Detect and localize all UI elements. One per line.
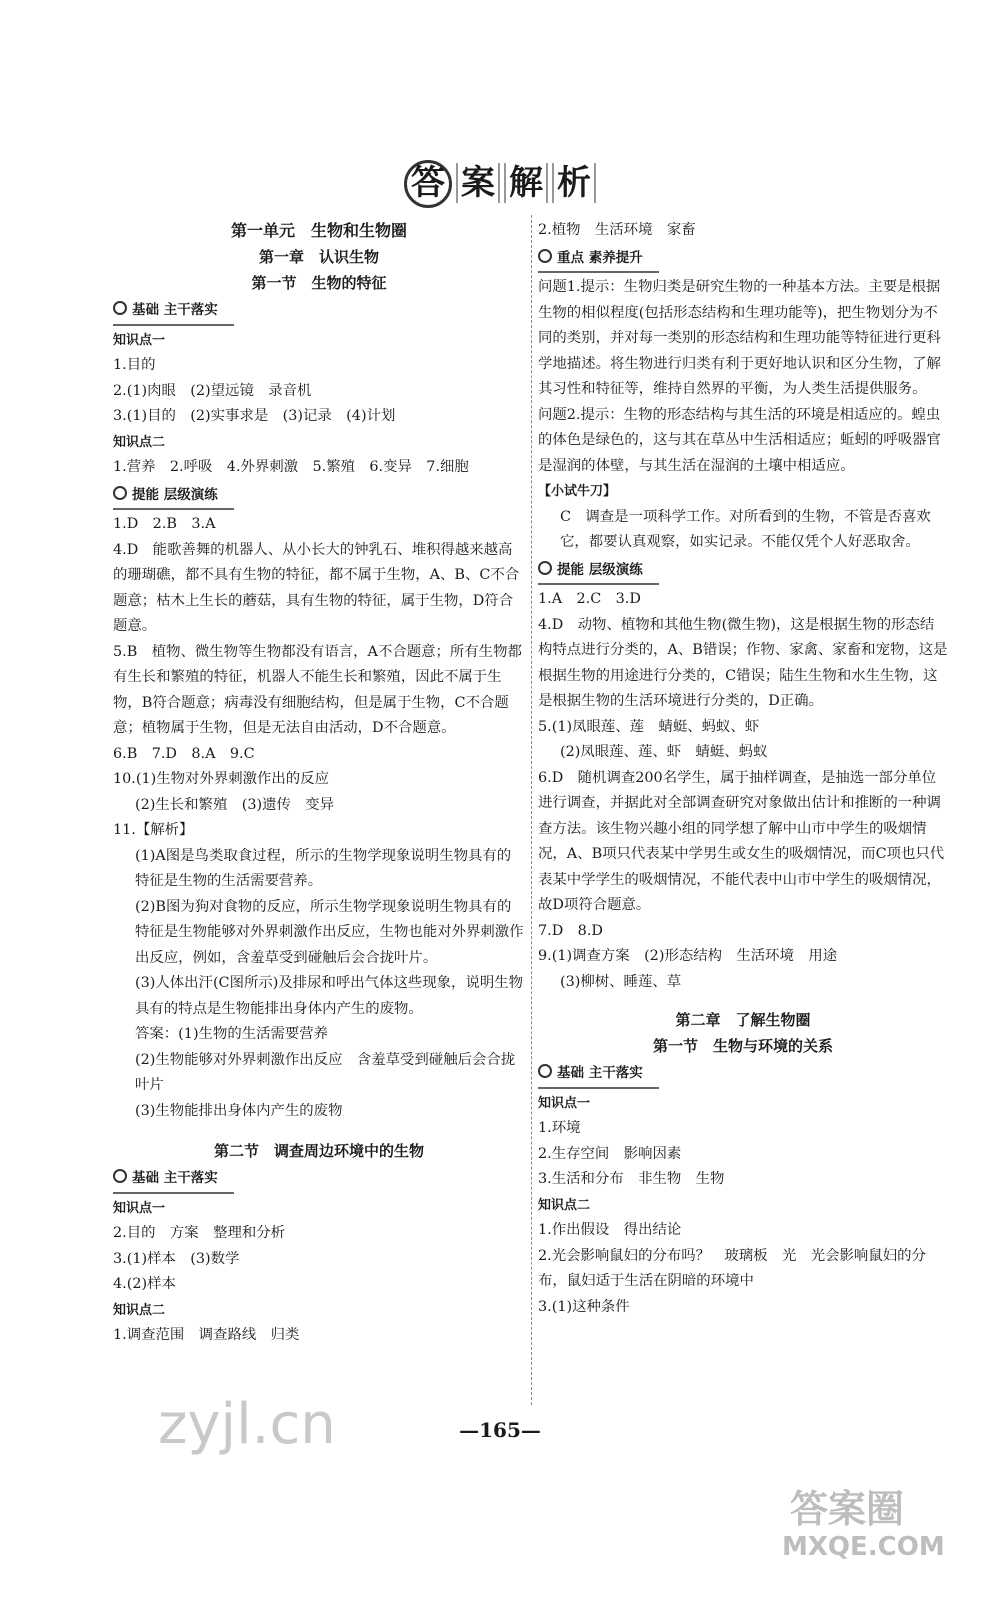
answer-line: 9.(1)调查方案 (2)形态结构 生活环境 用途 bbox=[538, 948, 838, 964]
answer-line: 1.作出假设 得出结论 bbox=[538, 1222, 682, 1238]
answer-line: 6.B 7.D 8.A 9.C bbox=[113, 745, 255, 762]
section-heading: 第一节 生物的特征 bbox=[251, 274, 387, 292]
answer-line: 1.目的 bbox=[113, 357, 156, 373]
subsection-skill bbox=[538, 558, 659, 586]
answer-line: 11.【解析】 bbox=[113, 822, 194, 838]
subsection-skill bbox=[113, 483, 234, 511]
answer-paragraph: 问题2.提示：生物的形态结构与其生活的环境是相适应的。蝗虫的体色是绿色的，这与其在草丛中生活相适应；蚯蚓的呼吸器官是湿润的体壁，与其生活在湿润的土壤中相适应。 bbox=[538, 406, 941, 474]
magnifier-icon bbox=[538, 249, 552, 263]
knowledge-point-heading: 知识点二 bbox=[113, 434, 166, 450]
magnifier-icon bbox=[538, 1064, 552, 1078]
knowledge-point-heading: 知识点一 bbox=[113, 1200, 166, 1216]
title-char: 答 bbox=[404, 160, 452, 208]
chapter-heading: 第一章 认识生物 bbox=[258, 248, 379, 266]
answer-line: 4.(2)样本 bbox=[113, 1276, 176, 1292]
watermark-url: MXQE.COM bbox=[782, 1532, 945, 1562]
answer-line: 1.D 2.B 3.A bbox=[113, 516, 216, 532]
knowledge-point-heading: 知识点一 bbox=[113, 332, 166, 348]
subsection-label: 基础 主干落实 bbox=[132, 1170, 218, 1186]
answer-paragraph: (2)B图为狗对食物的反应，所示生物学现象说明生物具有的特征是生物能够对外界刺激作出反应，生物也能对外界刺激作出反应，例如，含羞草受到碰触后会合拢叶片。 bbox=[135, 898, 524, 966]
answer-line: 2.生存空间 影响因素 bbox=[538, 1145, 682, 1162]
answer-line: (2)生长和繁殖 (3)遗传 变异 bbox=[135, 796, 335, 813]
answer-line: 3.(1)样本 (3)数学 bbox=[113, 1250, 240, 1267]
column-divider bbox=[531, 215, 532, 1405]
subsection-label: 基础 主干落实 bbox=[557, 1065, 643, 1081]
answer-paragraph: (1)A图是鸟类取食过程，所示的生物学现象说明生物具有的特征是生物的生活需要营养。 bbox=[135, 847, 512, 889]
answer-paragraph: 问题1.提示：生物归类是研究生物的一种基本方法。主要是根据生物的相似程度(包括形态结构和生理功能等)，把生物划分为不同的类别，并对每一类别的形态结构和生理功能等特征进行更科学地描述。将生物进行归类有利于更好地认识和区分生物，了解其习性和特征等，维持自然界的平衡，为人类生活提供服务。 bbox=[538, 279, 941, 397]
subsection-label: 重点 素养提升 bbox=[557, 249, 643, 266]
answer-paragraph: 4.D 能歌善舞的机器人、从小长大的钟乳石、堆积得越来越高的珊瑚礁，都不具有生物的特征，都不属于生物，A、B、C不合题意；枯木上生长的蘑菇，具有生物的特征，属于生物，D符合题意。 bbox=[113, 541, 520, 634]
answer-line: (3)生物能排出身体内产生的废物 bbox=[135, 1102, 343, 1119]
section-heading: 第二节 调查周边环境中的生物 bbox=[213, 1142, 424, 1160]
subsection-basic bbox=[538, 1061, 659, 1089]
knowledge-point-heading: 知识点二 bbox=[113, 1302, 166, 1318]
watermark-logo: 答案圈 bbox=[790, 1487, 905, 1531]
answer-line: 1.营养 2.呼吸 4.外界刺激 5.繁殖 6.变异 7.细胞 bbox=[113, 459, 469, 475]
title-char: 析 bbox=[552, 163, 596, 203]
subsection-label: 提能 层级演练 bbox=[557, 561, 643, 578]
answer-paragraph: 2.光会影响鼠妇的分布吗？ 玻璃板 光 光会影响鼠妇的分布，鼠妇适于生活在阴暗的环境中 bbox=[538, 1247, 926, 1289]
answer-line: 3.生活和分布 非生物 生物 bbox=[538, 1171, 725, 1187]
magnifier-icon bbox=[113, 301, 127, 315]
answer-paragraph: (2)生物能够对外界刺激作出反应 含羞草受到碰触后会合拢叶片 bbox=[135, 1051, 516, 1093]
answer-line: 3.(1)这种条件 bbox=[538, 1298, 630, 1315]
subsection-label: 提能 层级演练 bbox=[132, 486, 218, 503]
answer-line: (2)凤眼莲、莲、虾 蜻蜓、蚂蚁 bbox=[560, 744, 768, 760]
title-char: 解 bbox=[504, 163, 548, 203]
magnifier-icon bbox=[113, 1169, 127, 1183]
section-heading: 第一节 生物与环境的关系 bbox=[652, 1037, 833, 1055]
right-column bbox=[538, 218, 948, 1320]
subsection-key bbox=[538, 246, 659, 274]
answer-line: 答案：(1)生物的生活需要营养 bbox=[135, 1026, 329, 1042]
answer-line: 2.目的 方案 整理和分析 bbox=[113, 1225, 286, 1241]
watermark: zyjl.cn bbox=[158, 1392, 336, 1457]
unit-heading: 第一单元 生物和生物圈 bbox=[230, 221, 407, 240]
chapter-heading: 第二章 了解生物圈 bbox=[675, 1011, 811, 1029]
answer-paragraph: C 调查是一项科学工作。对所看到的生物，不管是否喜欢它，都要认真观察，如实记录。不能仅凭个人好恶取舍。 bbox=[560, 508, 931, 550]
answer-line: 1.环境 bbox=[538, 1120, 581, 1136]
page-title bbox=[0, 160, 1000, 208]
knowledge-point-heading: 知识点一 bbox=[538, 1095, 591, 1111]
small-test-heading: 【小试牛刀】 bbox=[538, 484, 617, 499]
knowledge-point-heading: 知识点二 bbox=[538, 1197, 591, 1213]
answer-line: 5.(1)凤眼莲、莲 蜻蜓、蚂蚁、虾 bbox=[538, 718, 760, 735]
answer-line: 1.调查范围 调查路线 归类 bbox=[113, 1327, 300, 1343]
answer-paragraph: 4.D 动物、植物和其他生物(微生物)，这是根据生物的形态结构特点进行分类的，A、B错误；作物、家禽、家畜和宠物，这是根据生物的用途进行分类的，C错误；陆生生物和水生生物，这是根据生物的生活环境进行分类的，D正确。 bbox=[538, 616, 948, 709]
answer-paragraph: 6.D 随机调查200名学生，属于抽样调查，是抽选一部分单位进行调查，并据此对全部调查研究对象做出估计和推断的一种调查方法。该生物兴趣小组的同学想了解中山市中学生的吸烟情况，A、B项只代表某中学男生或女生的吸烟情况，而C项也只代表某中学学生的吸烟情况，不能代表中山市中学生的吸烟情况，故D项符合题意。 bbox=[538, 769, 945, 913]
subsection-basic bbox=[113, 1166, 234, 1194]
left-column bbox=[113, 218, 525, 1349]
title-char: 案 bbox=[456, 163, 500, 203]
answer-paragraph: (3)人体出汗(C图所示)及排尿和呼出气体这些现象，说明生物具有的特点是生物能排出身体内产生的废物。 bbox=[135, 975, 524, 1017]
answer-line: (3)柳树、睡莲、草 bbox=[560, 973, 682, 990]
magnifier-icon bbox=[538, 561, 552, 575]
answer-line: 7.D 8.D bbox=[538, 922, 603, 939]
subsection-label: 基础 主干落实 bbox=[132, 302, 218, 318]
answer-line: 2.植物 生活环境 家畜 bbox=[538, 222, 696, 238]
answer-paragraph: 5.B 植物、微生物等生物都没有语言，A不合题意；所有生物都有生长和繁殖的特征，机器人不能生长和繁殖，因此不属于生物，B符合题意；病毒没有细胞结构，但是属于生物，C不合题意；植物属于生物，但是无法自由活动，D不合题意。 bbox=[113, 643, 522, 736]
answer-line: 3.(1)目的 (2)实事求是 (3)记录 (4)计划 bbox=[113, 408, 396, 424]
answer-line: 1.A 2.C 3.D bbox=[538, 591, 641, 607]
answer-line: 2.(1)肉眼 (2)望远镜 录音机 bbox=[113, 382, 312, 399]
subsection-basic bbox=[113, 298, 234, 326]
magnifier-icon bbox=[113, 486, 127, 500]
answer-line: 10.(1)生物对外界刺激作出的反应 bbox=[113, 771, 329, 787]
page-number: —165— bbox=[459, 1418, 541, 1442]
